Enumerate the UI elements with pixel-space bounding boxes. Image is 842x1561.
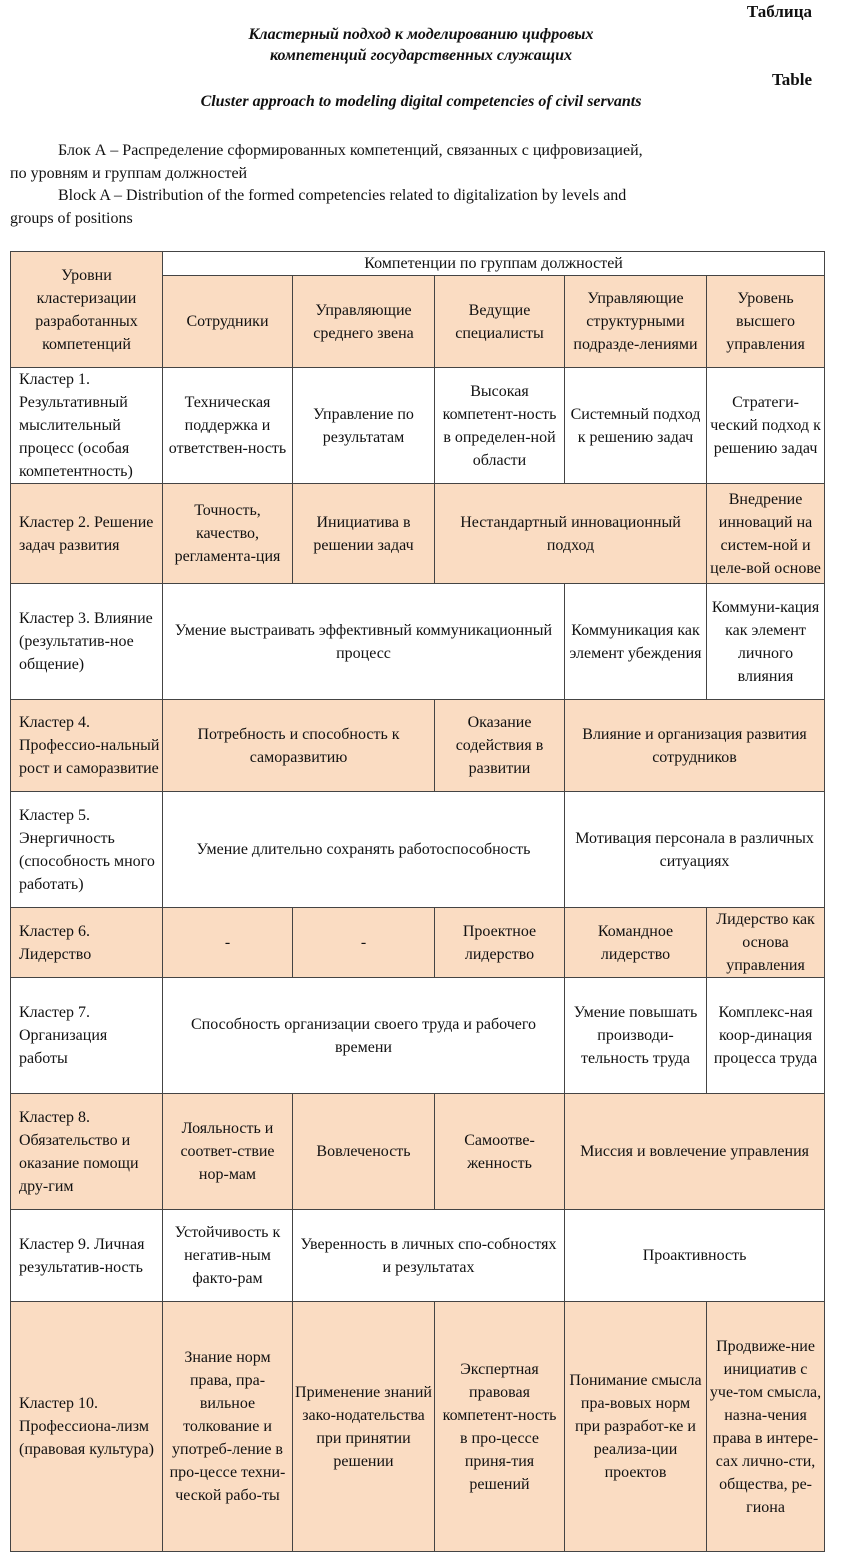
- header-row-1: [11, 252, 825, 276]
- competency-cell: Знание норм права, пра-вильное толкование и употреб-ление в про-цессе техни-ческой рабо-ты: [163, 1302, 293, 1552]
- competency-cell: Умение выстраивать эффективный коммуникационный процесс: [163, 584, 565, 700]
- competency-cell: Инициатива в решении задач: [293, 484, 435, 584]
- cluster-label: Кластер 2. Решение задач развития: [11, 484, 163, 584]
- competency-cell: Мотивация персонала в различных ситуациях: [565, 792, 825, 908]
- competency-cell: Лидерство как основа управления: [707, 908, 825, 978]
- table-row: [11, 1210, 825, 1302]
- intro-ru-line2: по уровням и группам должностей: [10, 165, 248, 182]
- competency-cell: -: [293, 908, 435, 978]
- table-row: [11, 700, 825, 792]
- cluster-label: Кластер 7. Организация работы: [11, 978, 163, 1094]
- cluster-label: Кластер 3. Влияние (результатив-ное общение): [11, 584, 163, 700]
- table-row: [11, 978, 825, 1094]
- competency-cell: Техническая поддержка и ответствен-ность: [163, 368, 293, 484]
- competency-cell: Точность, качество, регламента-ция: [163, 484, 293, 584]
- competency-cell: Коммуни-кация как элемент личного влияния: [707, 584, 825, 700]
- competency-cell: Вовлеченость: [293, 1094, 435, 1210]
- competency-cell: Комплекс-ная коор-динация процесса труда: [707, 978, 825, 1094]
- table-row: [11, 908, 825, 978]
- competency-cell: Проектное лидерство: [435, 908, 565, 978]
- table-row: [11, 1302, 825, 1552]
- cluster-label: Кластер 4. Профессио-нальный рост и саморазвитие: [11, 700, 163, 792]
- competency-table: [10, 251, 825, 1552]
- competency-cell: Экспертная правовая компетент-ность в про-цессе приня-тия решений: [435, 1302, 565, 1552]
- competency-cell: Понимание смысла пра-вовых норм при разработ-ке и реализа-ции проектов: [565, 1302, 707, 1552]
- intro-en: [10, 184, 812, 230]
- competency-cell: Внедрение инноваций на систем-ной и целе-вой основе: [707, 484, 825, 584]
- table-label-ru: Таблица: [746, 2, 812, 21]
- title-en: Cluster approach to modeling digital competencies of civil servants: [200, 93, 642, 110]
- competency-cell: Системный подход к решению задач: [565, 368, 707, 484]
- col-header-employees: Сотрудники: [163, 276, 293, 368]
- competency-cell: Способность организации своего труда и рабочего времени: [163, 978, 565, 1094]
- intro-ru-line1: Блок А – Распределение сформированных компетенций, связанных с цифровизацией,: [58, 142, 643, 159]
- col-header-middle-managers: Управляющие среднего звена: [293, 276, 435, 368]
- table-label-en: Table: [771, 70, 812, 89]
- cluster-label: Кластер 1. Результативный мыслительный процесс (особая компетентность): [11, 368, 163, 484]
- competency-cell: Проактивность: [565, 1210, 825, 1302]
- competency-cell: Уверенность в личных спо-собностях и результатах: [293, 1210, 565, 1302]
- table-row: [11, 792, 825, 908]
- competency-cell: Стратеги-ческий подход к решению задач: [707, 368, 825, 484]
- table-row: [11, 1094, 825, 1210]
- competency-cell: Умение повышать производи-тельность труда: [565, 978, 707, 1094]
- competency-cell: Потребность и способность к саморазвитию: [163, 700, 435, 792]
- cluster-label: Кластер 10. Профессиона-лизм (правовая культура): [11, 1302, 163, 1552]
- cluster-label: Кластер 6. Лидерство: [11, 908, 163, 978]
- col-header-top-management: Уровень высшего управления: [707, 276, 825, 368]
- competency-cell: Самоотве-женность: [435, 1094, 565, 1210]
- col-header-lead-specialists: Ведущие специалисты: [435, 276, 565, 368]
- competency-cell: Влияние и организация развития сотрудников: [565, 700, 825, 792]
- intro-ru: [10, 139, 812, 185]
- intro-en-line1: Block A – Distribution of the formed competencies related to digitalization by levels and: [58, 187, 627, 204]
- competency-cell: Нестандартный инновационный подход: [435, 484, 707, 584]
- group-header-cell: Компетенции по группам должностей: [163, 252, 825, 276]
- competency-cell: Умение длительно сохранять работоспособность: [163, 792, 565, 908]
- competency-cell: Управление по результатам: [293, 368, 435, 484]
- competency-cell: Лояльность и соответ-ствие нор-мам: [163, 1094, 293, 1210]
- competency-cell: Миссия и вовлечение управления: [565, 1094, 825, 1210]
- competency-cell: Применение знаний зако-нодательства при принятии решении: [293, 1302, 435, 1552]
- cluster-label: Кластер 9. Личная результатив-ность: [11, 1210, 163, 1302]
- table-row: [11, 584, 825, 700]
- competency-cell: Командное лидерство: [565, 908, 707, 978]
- col-header-unit-managers: Управляющие структурными подразде-лениями: [565, 276, 707, 368]
- corner-cell: Уровни кластеризации разработанных компетенций: [11, 252, 163, 368]
- table-row: [11, 368, 825, 484]
- title-ru-line2: компетенций государственных служащих: [270, 47, 572, 64]
- cluster-label: Кластер 8. Обязательство и оказание помощи дру-гим: [11, 1094, 163, 1210]
- competency-cell: Устойчивость к негатив-ным факто-рам: [163, 1210, 293, 1302]
- title-ru: [0, 24, 842, 66]
- cluster-label: Кластер 5. Энергичность (способность много работать): [11, 792, 163, 908]
- title-ru-line1: Кластерный подход к моделированию цифровых: [248, 26, 594, 43]
- table-row: [11, 484, 825, 584]
- intro-en-line2: groups of positions: [10, 210, 133, 227]
- competency-cell: Продвиже-ние инициатив с уче-том смысла, назна-чения права в интере-сах лично-сти, общества, ре-гиона: [707, 1302, 825, 1552]
- competency-cell: Коммуникация как элемент убеждения: [565, 584, 707, 700]
- competency-cell: -: [163, 908, 293, 978]
- competency-cell: Оказание содействия в развитии: [435, 700, 565, 792]
- competency-cell: Высокая компетент-ность в определен-ной области: [435, 368, 565, 484]
